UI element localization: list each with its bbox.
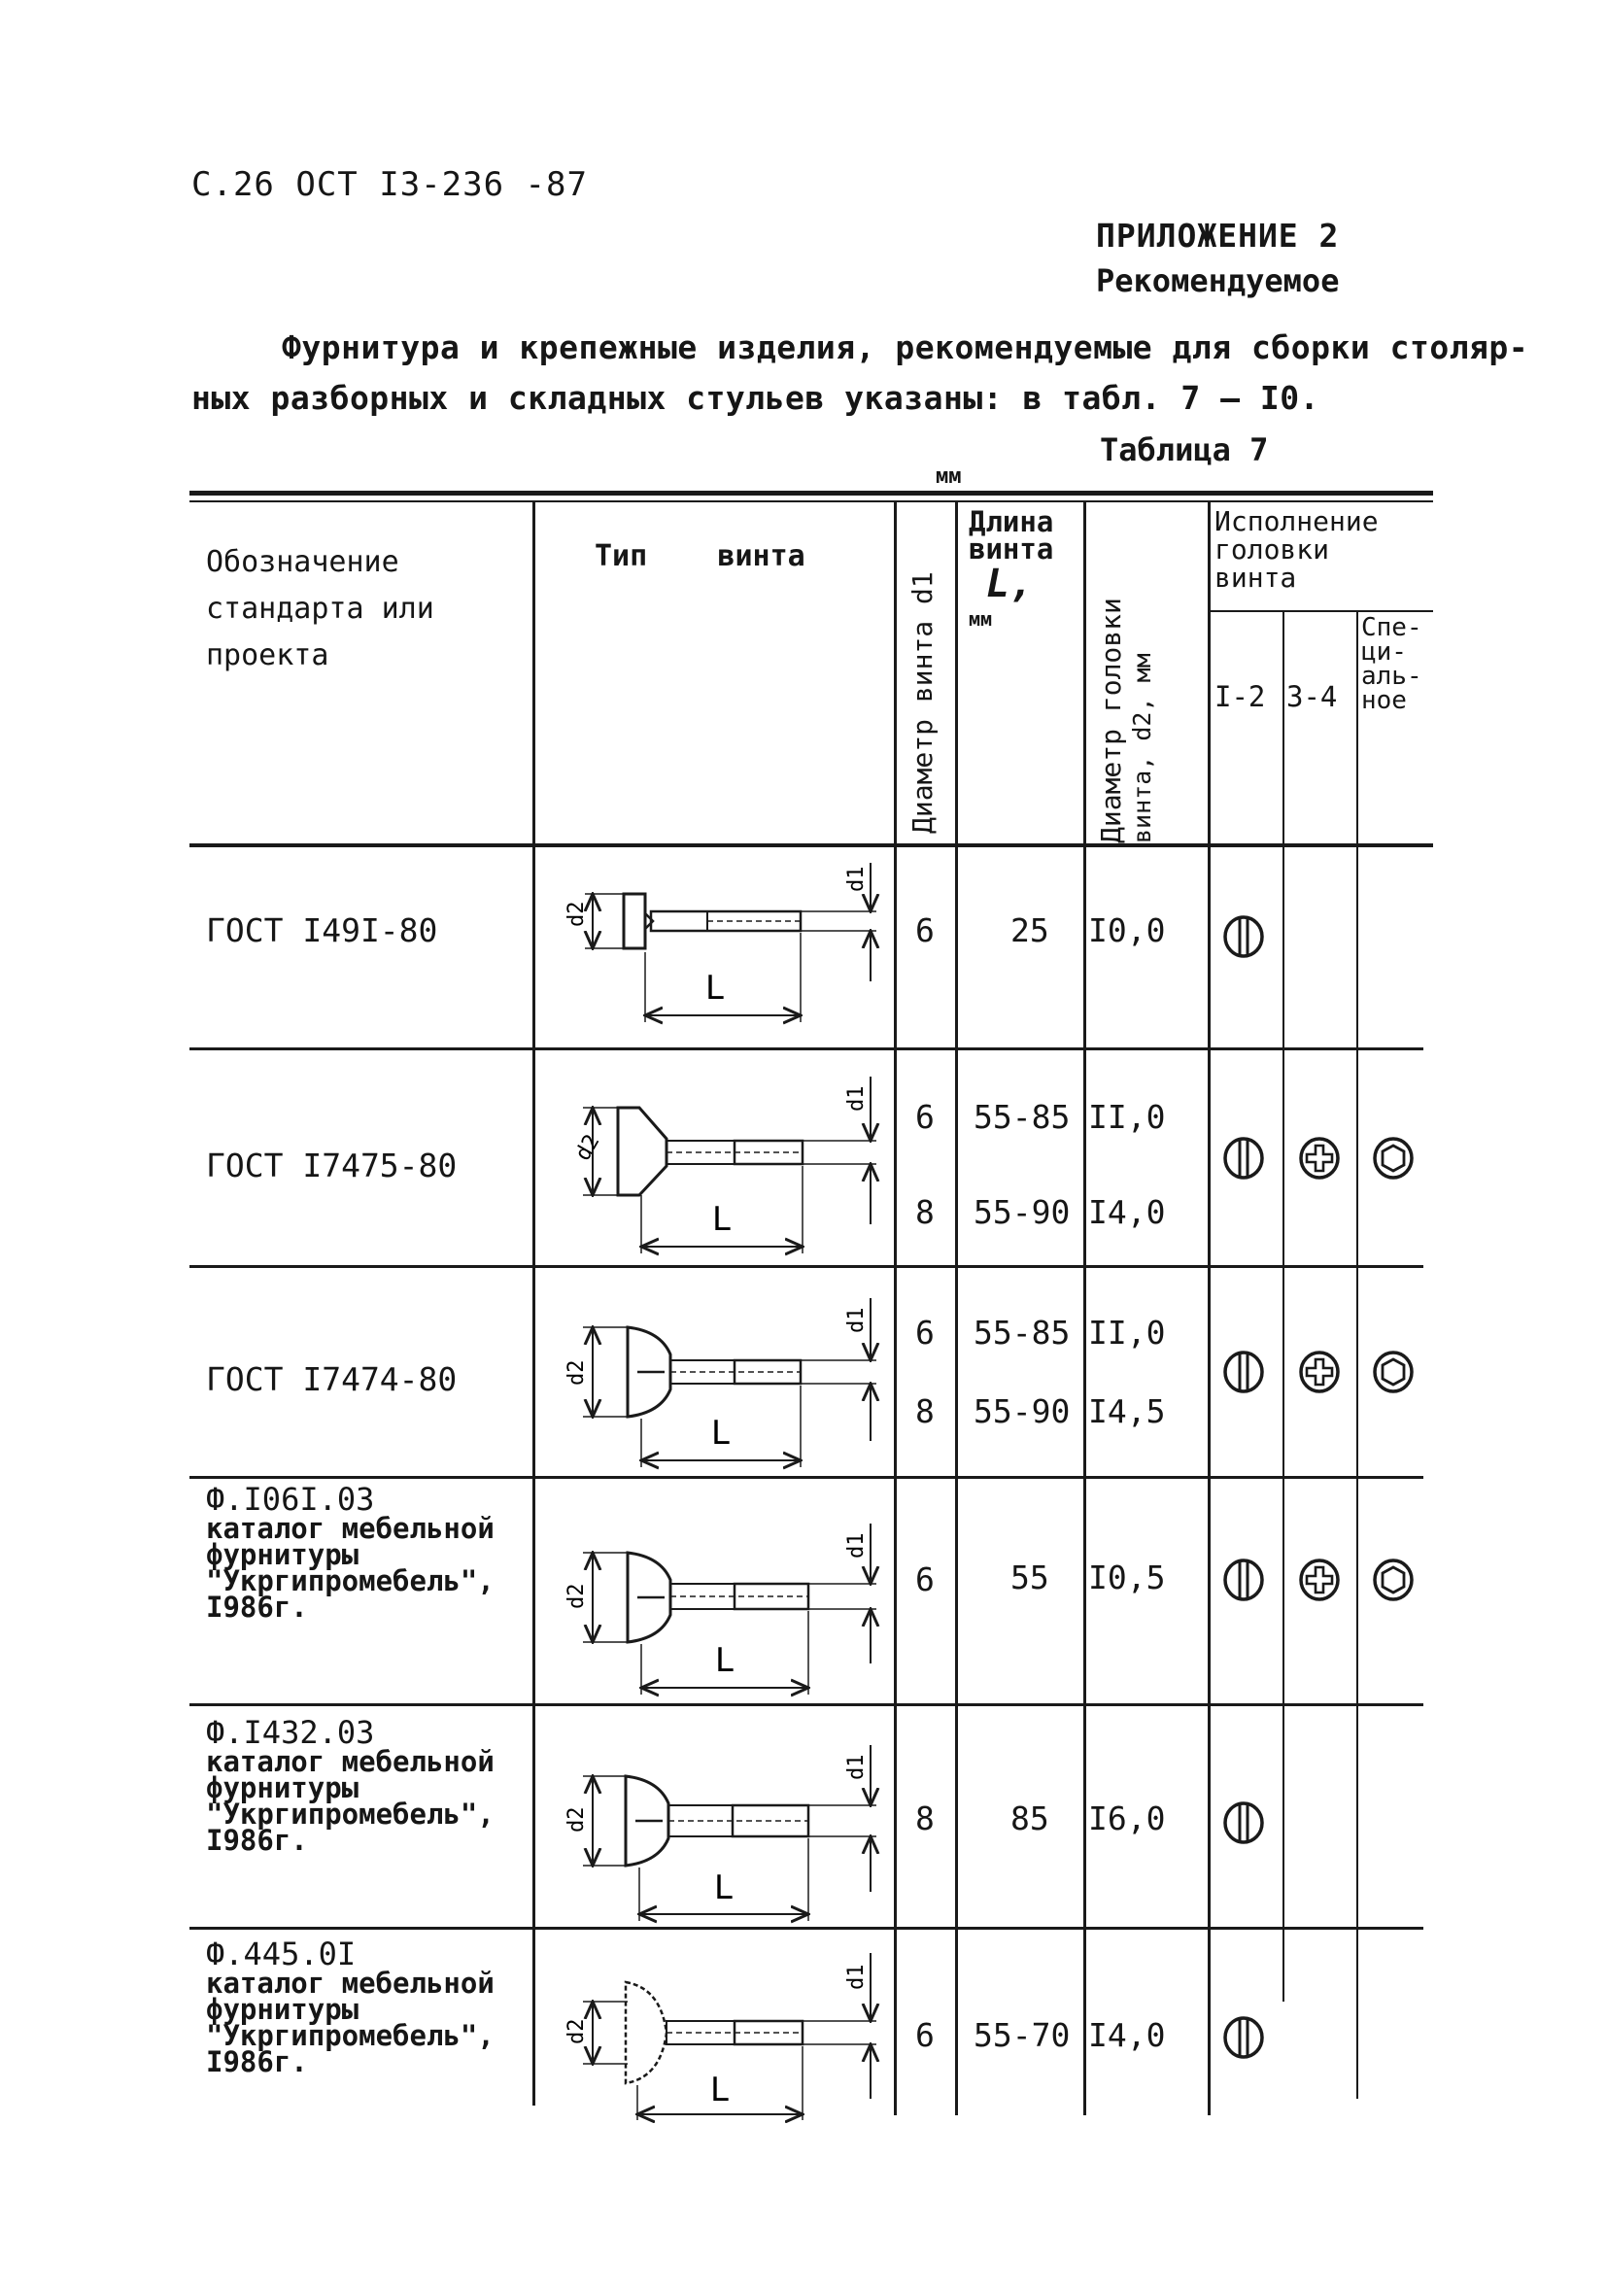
row-standard-year: I986г.	[206, 1824, 308, 1857]
drawing-d2-label: d2	[564, 901, 589, 927]
special-head-icon	[1372, 1137, 1415, 1180]
table-top-rule	[189, 491, 1433, 496]
drawing-d2-label: d2	[570, 1130, 605, 1165]
row-head-diameter: I4,5	[1088, 1392, 1166, 1430]
row-separator-5	[189, 1927, 1423, 1930]
header-head-design	[1214, 507, 1379, 592]
col-divider-1	[532, 502, 535, 2106]
row-standard-code: Ф.I06I.03	[206, 1481, 375, 1518]
slot-head-icon	[1222, 2016, 1265, 2059]
row-standard: ГОСТ I49I-80	[206, 911, 438, 949]
row-diameter: 8	[915, 1799, 935, 1837]
header-designation	[206, 539, 434, 679]
row-head-diameter: I0,0	[1088, 911, 1166, 949]
row-standard-hardware: фурнитуры	[206, 1993, 359, 2026]
row-head-diameter: I4,0	[1088, 1193, 1166, 1231]
row-separator-4	[189, 1703, 1423, 1706]
screw-drawing-raised-countersunk	[544, 1281, 886, 1470]
table-unit: мм	[936, 464, 962, 489]
head-subheader-rule	[1210, 610, 1433, 612]
row-standard	[206, 1481, 495, 1624]
row-length: 55-70	[974, 2016, 1071, 2054]
row-length: 25	[1010, 911, 1049, 949]
row-standard	[206, 1714, 495, 1857]
appendix-status: Рекомендуемое	[1096, 262, 1340, 299]
screw-drawing-raised-countersunk	[544, 1731, 886, 1924]
row-diameter: 6	[915, 1098, 935, 1136]
drawing-length-label: L	[709, 2071, 731, 2109]
row-standard-org: "Укргипромебель",	[206, 2019, 495, 2052]
row-diameter: 8	[915, 1392, 935, 1430]
row-standard: ГОСТ I7474-80	[206, 1360, 458, 1398]
row-diameter: 8	[915, 1193, 935, 1231]
row-standard-code: Ф.445.0I	[206, 1936, 357, 1972]
header-designation-line-3: проекта	[206, 638, 329, 672]
row-standard-year: I986г.	[206, 2045, 308, 2078]
col-divider-3	[955, 502, 958, 2115]
row-length: 55-90	[974, 1193, 1071, 1231]
table-top-rule-thin	[189, 500, 1433, 502]
drawing-length-label: L	[713, 1868, 735, 1907]
drawing-d1-label: d1	[844, 1085, 869, 1112]
row-separator-1	[189, 1047, 1423, 1050]
slot-head-icon	[1222, 1801, 1265, 1844]
col-divider-4	[1083, 502, 1086, 2115]
drawing-d2-label: d2	[564, 2018, 589, 2044]
header-length-unit: мм	[969, 607, 993, 631]
row-standard-hardware: фурнитуры	[206, 1771, 359, 1804]
slot-head-icon	[1222, 915, 1265, 958]
row-standard-code: Ф.I432.03	[206, 1714, 375, 1751]
row-standard	[206, 1936, 495, 2078]
row-standard-catalog: каталог мебельной	[206, 1745, 495, 1778]
row-length: 55	[1010, 1559, 1049, 1596]
slot-head-icon	[1222, 1351, 1265, 1393]
row-head-diameter: I6,0	[1088, 1799, 1166, 1837]
row-standard-hardware: фурнитуры	[206, 1538, 359, 1571]
col-divider-5	[1208, 502, 1211, 2115]
drawing-d1-label: d1	[844, 866, 869, 892]
row-standard-catalog: каталог мебельной	[206, 1512, 495, 1545]
cross-head-icon	[1298, 1559, 1341, 1601]
row-diameter: 6	[915, 1314, 935, 1352]
drawing-d2-label: d2	[564, 1806, 589, 1833]
drawing-d1-label: d1	[844, 1532, 869, 1559]
header-length	[969, 505, 1054, 633]
row-standard: ГОСТ I7475-80	[206, 1147, 458, 1184]
intro-line-2: ных разборных и складных стульев указаны: в табл. 7 – I0.	[191, 379, 1319, 417]
slot-head-icon	[1222, 1559, 1265, 1601]
drawing-d1-label: d1	[844, 1964, 869, 1990]
screw-drawing-round-head	[544, 1943, 886, 2123]
row-diameter: 6	[915, 2016, 935, 2054]
row-separator-3	[189, 1476, 1423, 1479]
drawing-length-label: L	[704, 969, 726, 1008]
row-length: 55-85	[974, 1314, 1071, 1352]
header-special-line-4: ное	[1361, 686, 1407, 715]
drawing-d1-label: d1	[844, 1754, 869, 1780]
intro-line-1: Фурнитура и крепежные изделия, рекомендуемые для сборки столяр-	[282, 328, 1529, 366]
header-length-line-1: Длина	[969, 505, 1054, 538]
row-head-diameter: I0,5	[1088, 1559, 1166, 1596]
header-variant-special	[1361, 613, 1422, 715]
row-standard-year: I986г.	[206, 1591, 308, 1624]
row-head-diameter: II,0	[1088, 1314, 1166, 1352]
row-diameter: 6	[915, 1560, 935, 1598]
row-separator-2	[189, 1265, 1423, 1268]
header-special-line-3: аль-	[1361, 662, 1422, 691]
cross-head-icon	[1298, 1137, 1341, 1180]
header-head-diameter	[1096, 598, 1158, 843]
row-length: 85	[1010, 1799, 1049, 1837]
appendix-title: ПРИЛОЖЕНИЕ 2	[1096, 217, 1340, 255]
special-head-icon	[1372, 1559, 1415, 1601]
screw-drawing-flat-countersunk	[544, 1059, 886, 1258]
header-head-design-line-1: Исполнение	[1214, 505, 1379, 537]
drawing-length-label: L	[710, 1414, 732, 1453]
header-designation-line-1: Обозначение	[206, 545, 399, 579]
cross-head-icon	[1298, 1351, 1341, 1393]
header-special-line-2: ци-	[1361, 637, 1407, 667]
header-head-diameter-line-1: Диаметр головки	[1095, 598, 1127, 843]
row-standard-org: "Укргипромебель",	[206, 1564, 495, 1597]
header-head-diameter-line-2: винта, d2, мм	[1128, 653, 1156, 843]
table-name: Таблица 7	[1100, 431, 1269, 468]
col-divider-2	[894, 502, 897, 2115]
header-variant-1-2: I-2	[1214, 680, 1266, 713]
screw-drawing-countersunk	[544, 855, 886, 1040]
header-diameter: Диаметр винта d1	[906, 571, 939, 834]
header-screw-type: Тип винта	[595, 539, 805, 573]
header-length-symbol: L,	[986, 562, 1034, 606]
drawing-d2-label: d2	[564, 1359, 589, 1386]
drawing-d1-label: d1	[844, 1307, 869, 1333]
page-reference: С.26 ОСТ I3-236 -87	[191, 165, 588, 204]
row-length: 55-85	[974, 1098, 1071, 1136]
header-head-design-line-3: винта	[1214, 562, 1297, 594]
special-head-icon	[1372, 1351, 1415, 1393]
header-length-line-2: винта	[969, 532, 1054, 565]
drawing-d2-label: d2	[564, 1583, 589, 1609]
header-variant-3-4: 3-4	[1286, 680, 1338, 713]
row-length: 55-90	[974, 1392, 1071, 1430]
header-designation-line-2: стандарта или	[206, 592, 434, 626]
drawing-length-label: L	[711, 1200, 733, 1239]
row-diameter: 6	[915, 911, 935, 949]
row-head-diameter: I4,0	[1088, 2016, 1166, 2054]
header-bottom-rule	[189, 843, 1433, 847]
header-special-line-1: Спе-	[1361, 613, 1422, 642]
drawing-length-label: L	[714, 1641, 735, 1680]
header-head-design-line-2: головки	[1214, 533, 1330, 565]
col-divider-7	[1356, 612, 1358, 2099]
row-standard-org: "Укргипромебель",	[206, 1798, 495, 1831]
slot-head-icon	[1222, 1137, 1265, 1180]
row-head-diameter: II,0	[1088, 1098, 1166, 1136]
row-standard-catalog: каталог мебельной	[206, 1967, 495, 2000]
screw-drawing-raised-countersunk	[544, 1508, 886, 1697]
col-divider-6	[1282, 612, 1284, 2002]
